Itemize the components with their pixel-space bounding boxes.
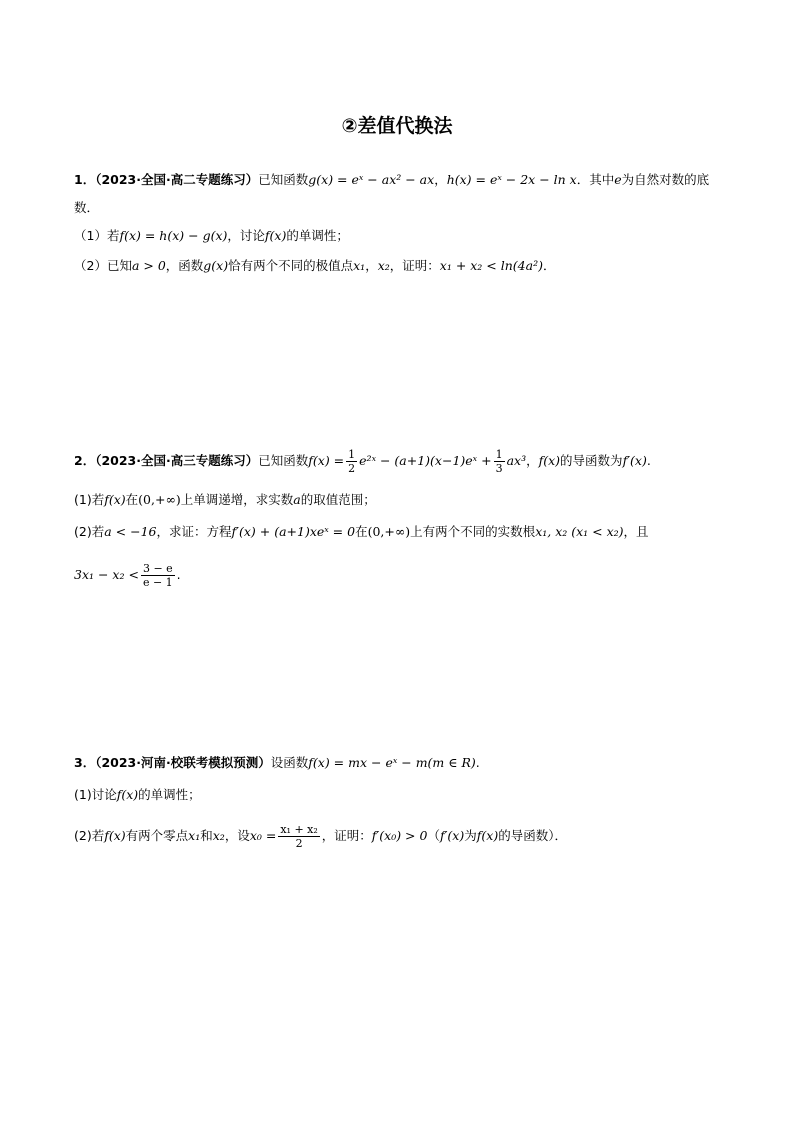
text: 为自然对数的底: [621, 172, 710, 187]
text: ，函数: [165, 258, 204, 273]
text: ，证明：: [389, 258, 440, 273]
problem-1-part-1: [74, 226, 349, 246]
math-fprime: f′(x): [622, 453, 647, 468]
text: .: [176, 567, 181, 582]
denominator: 2: [295, 837, 303, 850]
problem-number: 1．: [74, 172, 96, 187]
problem-3-part-1: [74, 785, 201, 805]
math-interval: (0,+∞): [138, 492, 181, 507]
text: 在: [355, 524, 368, 539]
fraction-x0: [278, 823, 319, 850]
math-x2: x₂: [212, 828, 225, 843]
text: 的单调性；: [286, 228, 349, 243]
math-equation: f′(x) + (a+1)xeˣ = 0: [231, 524, 356, 539]
text: 的单调性；: [138, 787, 201, 802]
math-g: g(x): [203, 258, 229, 273]
part-label: (1)讨论: [74, 787, 117, 802]
text: 为: [464, 828, 477, 843]
text: 的导函数为: [560, 453, 623, 468]
part-label: (2)若: [74, 524, 105, 539]
text: ，求证：方程: [156, 524, 232, 539]
math-f: f(x): [116, 787, 139, 802]
math-f-def: f(x) = mx − eˣ − m(m ∈ R): [308, 755, 476, 770]
text: ，: [434, 172, 447, 187]
math-fprime: f′(x): [439, 828, 465, 843]
problem-source: （2023·河南·校联考模拟预测）: [95, 755, 271, 770]
fraction-final: [141, 562, 175, 589]
page-title: ②差值代换法: [341, 115, 453, 137]
math-f: f(x): [264, 228, 287, 243]
text: 有两个零点: [125, 828, 189, 843]
problem-1-line-1: [74, 170, 709, 190]
math-f-def: f(x) = h(x) − g(x): [119, 228, 228, 243]
fraction-third: [494, 448, 505, 475]
math-x1: x₁: [353, 258, 366, 273]
math-cond: a > 0: [131, 258, 166, 273]
math-interval: (0,+∞): [367, 524, 411, 539]
problem-source: （2023·全国·高二专题练习）: [95, 172, 259, 187]
text: ，: [365, 258, 378, 273]
text: 已知函数: [258, 453, 309, 468]
text: 的取值范围；: [300, 492, 376, 507]
problem-3-part-2: [74, 823, 567, 850]
text: 的导函数）．: [498, 828, 567, 843]
text: .: [475, 755, 480, 770]
text: ，: [526, 453, 539, 468]
math-x1: x₁: [188, 828, 201, 843]
math-claim: f′(x₀) > 0: [371, 828, 428, 843]
denominator: 3: [495, 462, 503, 475]
problem-1-part-2: [74, 256, 555, 276]
math-f-end: ax³: [506, 453, 527, 468]
text: ，证明：: [321, 828, 372, 843]
problem-source: （2023·全国·高三专题练习）: [95, 453, 259, 468]
math-f-mid: e²ˣ − (a+1)(x−1)eˣ +: [359, 453, 492, 468]
math-g-def: g(x) = eˣ − ax² − ax: [308, 172, 435, 187]
numerator: x₁ + x₂: [280, 823, 318, 836]
math-cond: a < −16: [104, 524, 157, 539]
math-inequality: x₁ + x₂ < ln(4a²): [439, 258, 543, 273]
math-f: f(x): [538, 453, 561, 468]
math-h-def: h(x) = eˣ − 2x − ln x: [446, 172, 577, 187]
text: （: [427, 828, 440, 843]
part-label: (1)若: [74, 492, 105, 507]
denominator: 2: [348, 462, 356, 475]
math-f: f(x): [476, 828, 499, 843]
text: 恰有两个不同的极值点: [228, 258, 354, 273]
math-e: e: [614, 172, 622, 187]
text: 已知函数: [258, 172, 309, 187]
math-final-lhs: 3x₁ − x₂ <: [74, 567, 139, 582]
math-f: f(x): [104, 492, 126, 507]
problem-2-part-2-cont: [74, 562, 181, 589]
math-f-lhs: f(x) =: [308, 453, 345, 468]
problem-2-part-1: [74, 490, 376, 510]
numerator: 3 − e: [142, 562, 173, 575]
denominator: e − 1: [142, 576, 173, 589]
text: ．其中: [576, 172, 615, 187]
text: ，设: [224, 828, 250, 843]
problem-2-part-2: [74, 522, 649, 542]
math-x2: x₂: [377, 258, 390, 273]
problem-number: 3．: [74, 755, 96, 770]
math-a: a: [293, 492, 301, 507]
text: ，且: [623, 524, 649, 539]
problem-3-line-1: [74, 753, 480, 773]
part-label: （2）已知: [74, 258, 132, 273]
text: 和: [200, 828, 213, 843]
problem-number: 2．: [74, 453, 96, 468]
text: .: [646, 453, 651, 468]
text: 上有两个不同的实数根: [410, 524, 536, 539]
part-label: （1）若: [74, 228, 120, 243]
fraction-half: [346, 448, 357, 475]
numerator: 1: [495, 448, 503, 461]
math-f: f(x): [104, 828, 126, 843]
problem-1-line-2: 数．: [74, 200, 100, 215]
problem-2-line-1: [74, 448, 651, 475]
math-roots: x₁, x₂ (x₁ < x₂): [535, 524, 624, 539]
part-label: (2)若: [74, 828, 105, 843]
text: 上单调递增，求实数: [180, 492, 294, 507]
text: ，讨论: [227, 228, 265, 243]
text: ．: [542, 258, 556, 273]
text: 设函数: [270, 755, 309, 770]
text: 在: [125, 492, 139, 507]
math-x0-lhs: x₀ =: [249, 828, 277, 843]
numerator: 1: [348, 448, 356, 461]
